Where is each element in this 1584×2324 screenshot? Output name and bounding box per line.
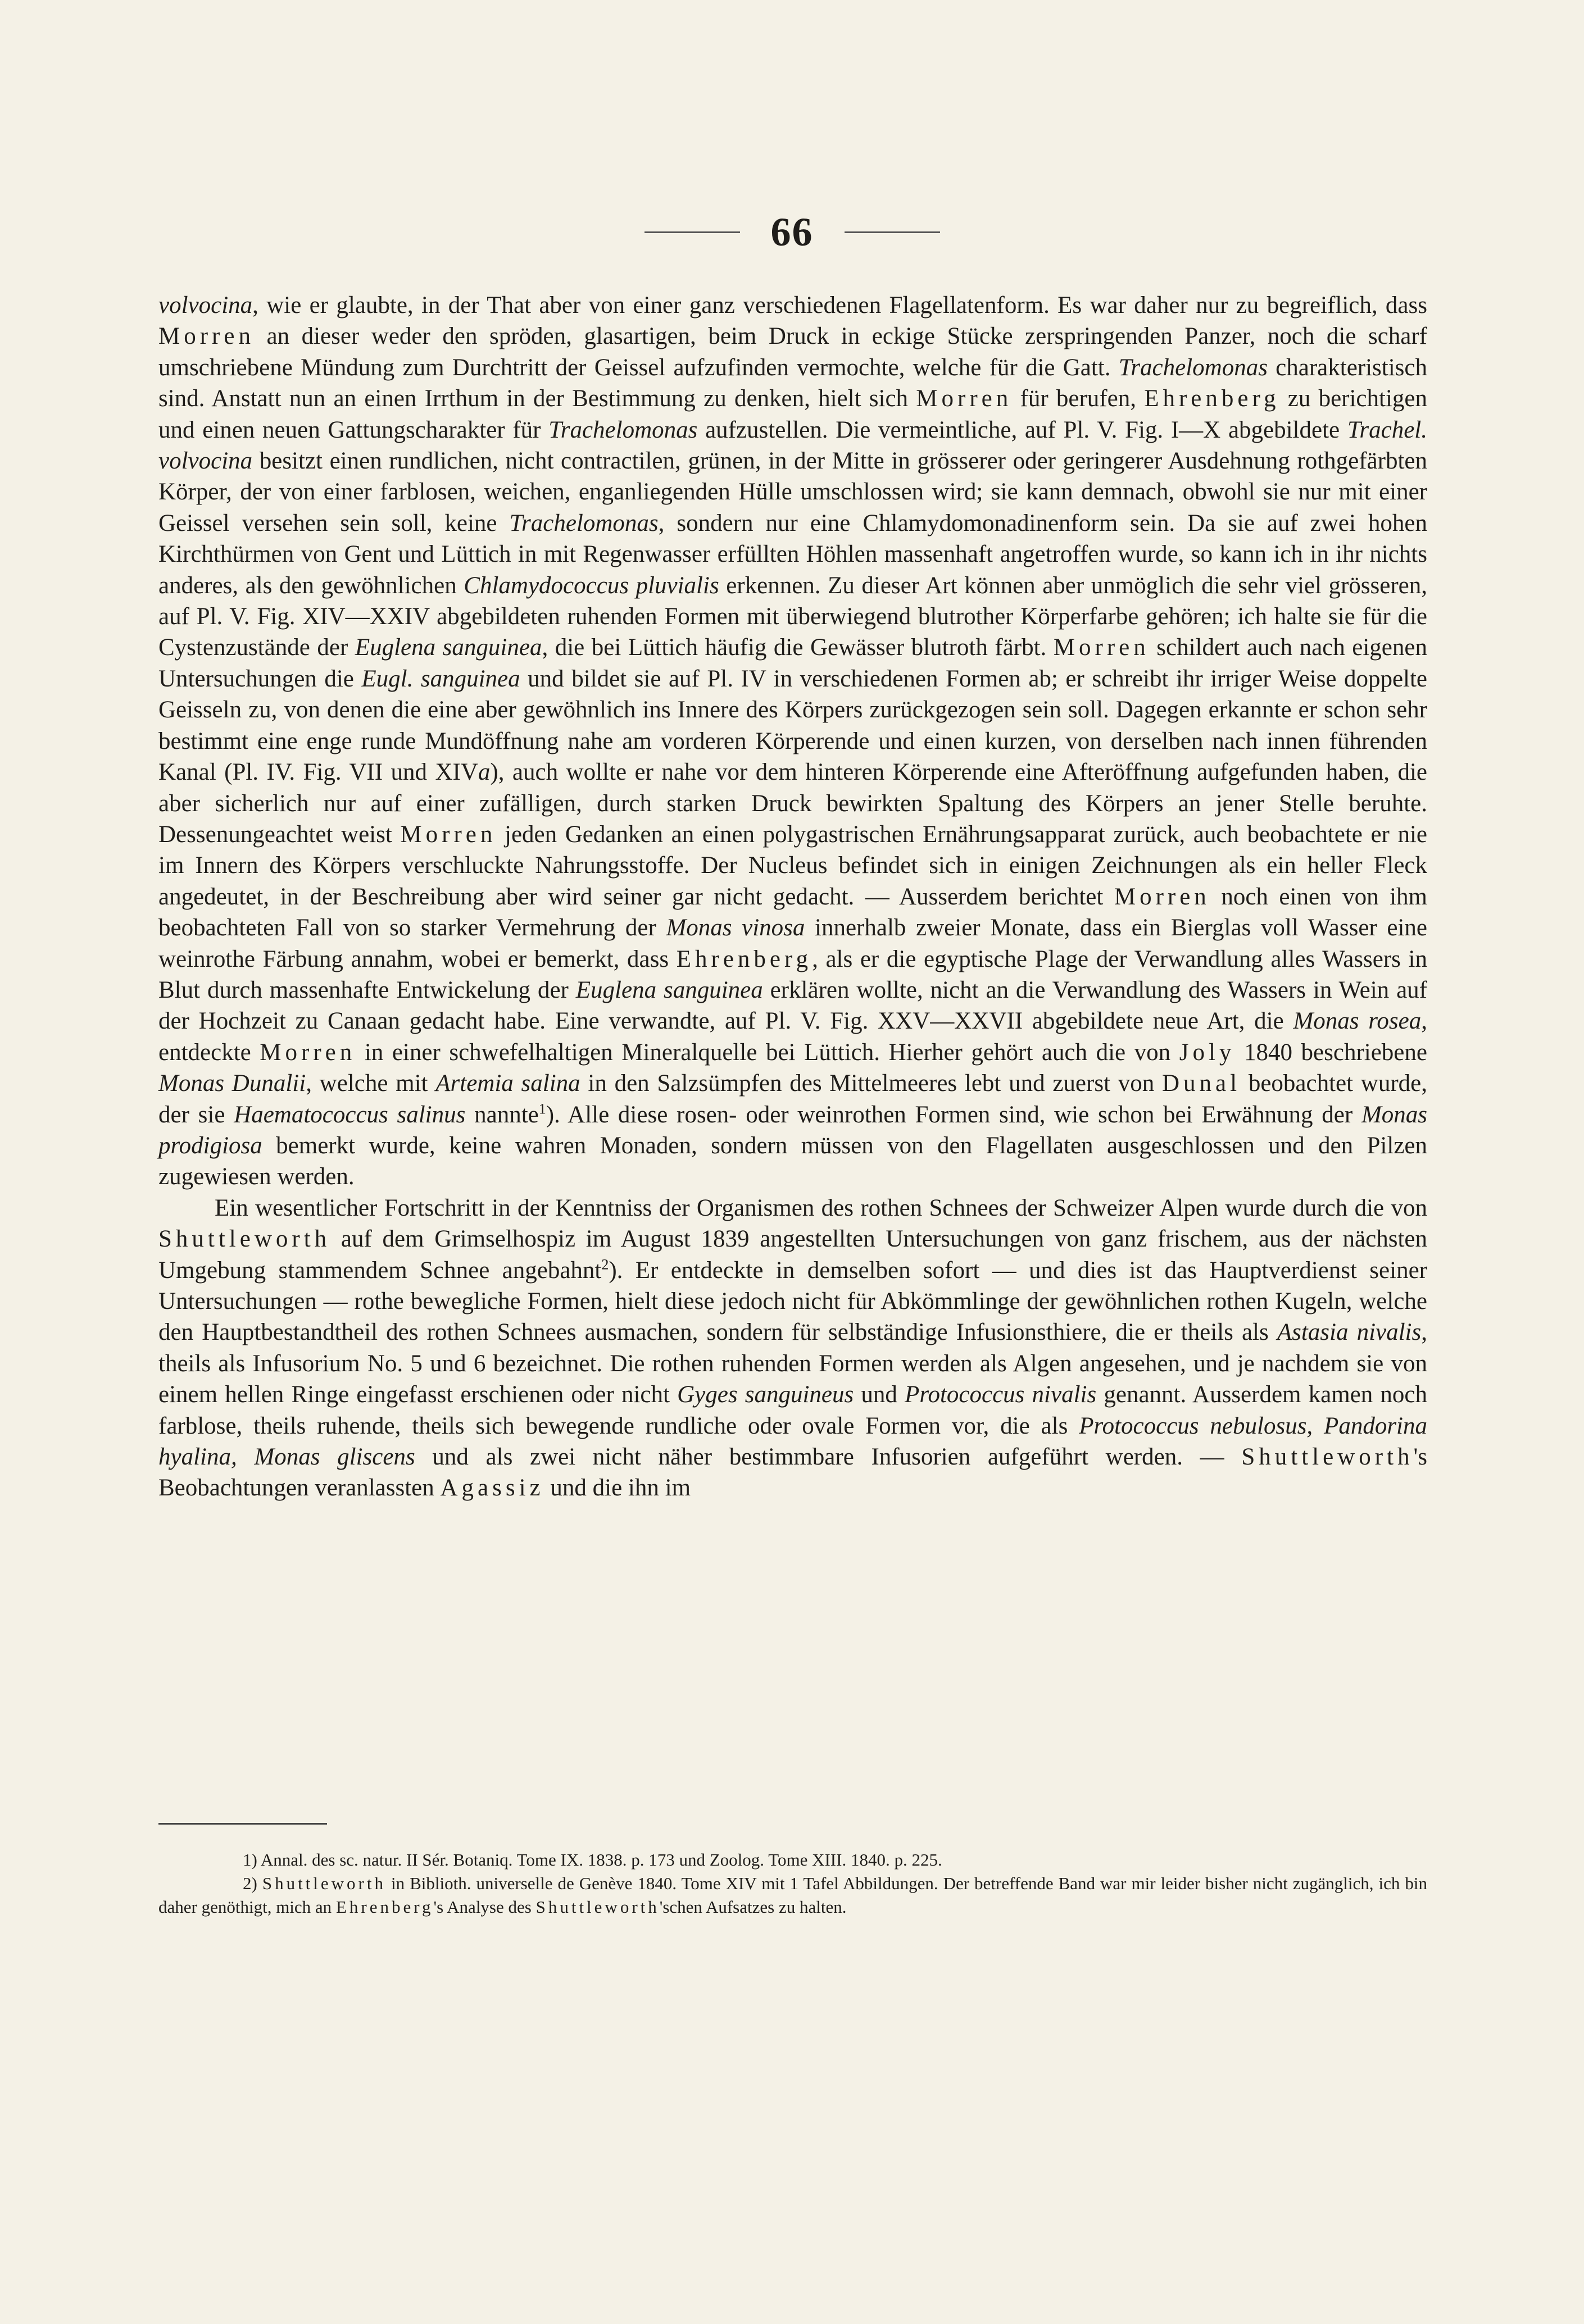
text-run: , als er die egyptische Plage der Verwandlung alles Wassers in Blut durch massenhafte Entwickelung der [158,945,1427,1003]
text-run: ). Alle diese rosen- oder weinrothen Formen sind, wie schon bei Erwähnung der [546,1101,1361,1128]
text-run: , sondern nur eine Chlamydomonadinenform sein. Da sie auf zwei hohen Kirchthürmen von Gent und Lüttich in mit Regenwasser erfüllten Höhlen massenhaft angetroffen wurde, so kann ich in ihr nichts anderes, als den gewöhnlichen [158,510,1427,599]
text-run: und als zwei nicht näher bestimmbare Infusorien aufgeführt werden. — [415,1444,1242,1471]
spaced-name-run: Shuttleworth [1241,1444,1414,1471]
italic-run: Trachelomonas [548,416,698,443]
text-run: erkennen. Zu dieser Art können aber unmöglich die sehr viel grösseren, auf Pl. V. Fig. XIV—XXIV abgebildeten ruhenden Formen mit überwiegend blutrother Körperfarbe gehören; ich halte sie für die Cystenzustände der [158,572,1427,661]
text-run: noch einen von ihm beobachteten Fall von so starker Vermehrung der [158,883,1427,942]
italic-run: Gyges sanguineus [677,1381,854,1408]
italic-run: Euglena sanguinea [575,976,763,1003]
text-run: 2) [243,1873,262,1893]
italic-run: a [478,759,491,786]
italic-run: Chlamydococcus pluvialis [464,572,719,599]
spaced-name-run: Shuttleworth [262,1873,386,1893]
italic-run: Monas prodigiosa [158,1101,1427,1159]
spaced-name-run: Joly [1179,1039,1236,1066]
text-run: 1) Annal. des sc. natur. II Sér. Botaniq. Tome IX. 1838. p. 173 und Zoolog. Tome XIII. 1840. p. 225. [243,1850,942,1870]
text-run: in einer schwefelhaltigen Mineralquelle bei Lüttich. Hierher gehört auch die von [356,1039,1179,1066]
text-run: , die bei Lüttich häufig die Gewässer blutroth färbt. [542,634,1054,661]
italic-run: Monas Dunalii [158,1070,306,1097]
italic-run: Trachelomonas [509,510,659,536]
main-text [158,290,1427,1504]
spaced-name-run: Morren [916,385,1013,412]
text-run: schildert auch nach eigenen Untersuchungen die [158,634,1427,692]
text-run: an dieser weder den spröden, glasartigen, beim Druck in eckige Stücke zerspringenden Panzer, noch die scharf umschriebene Mündung zum Durchtritt der Geissel aufzufinden vermochte, welche für die Gatt. [158,323,1427,381]
text-run: Ein wesentlicher Fortschritt in der Kenntniss der Organismen des rothen Schnees der Schweizer Alpen wurde durch die von [215,1194,1427,1221]
text-run: , entdeckte [158,1008,1428,1066]
spaced-name-run: Shuttleworth [535,1897,660,1917]
italic-run: Eugl. sanguinea [361,665,520,692]
footnote-2 [158,1872,1427,1919]
italic-run: Monas rosea [1293,1008,1422,1035]
text-run: genannt. Ausserdem kamen noch farblose, theils ruhende, theils sich bewegende rundliche oder ovale Formen vor, die als [158,1381,1427,1439]
text-run: und die ihn im [544,1475,691,1502]
italic-run: Trachelomonas [1118,354,1268,381]
spaced-name-run: Shuttleworth [158,1226,331,1253]
text-run: , welche mit [306,1070,436,1097]
text-run: in Biblioth. universelle de Genève 1840. Tome XIV mit 1 Tafel Abbildungen. Der betreffende Band war mir leider bisher nicht zugänglich, ich bin daher genöthigt, mich an [158,1873,1427,1917]
text-run: und bildet sie auf Pl. IV in verschiedenen Formen ab; er schreibt ihr irriger Weise doppelte Geisseln zu, von denen die eine aber gewöhnlich ins Innere des Körpers zurückgezogen sein soll. Dagegen erkannte er schon sehr bestimmt eine enge runde Mundöffnung nahe am vorderen Körperende und einen kurzen, von derselben nach innen führenden Kanal (Pl. IV. Fig. VII und XIV [158,665,1428,786]
spaced-name-run: Agassiz [440,1475,544,1502]
italic-run: Protococcus nivalis [905,1381,1097,1408]
text-run: aufzustellen. Die vermeintliche, auf Pl. V. Fig. I—X abgebildete [697,416,1347,443]
spaced-name-run: Morren [260,1039,356,1066]
spaced-name-run: Morren [1114,883,1210,910]
text-run: jeden Gedanken an einen polygastrischen Ernährungsapparat zurück, auch beobachtete er nie im Innern des Körpers verschluckte Nahrungsstoffe. Der Nucleus befindet sich in einigen Zeichnungen als ein heller Fleck angedeutet, in der Beschreibung aber wird seiner gar nicht gedacht. — Ausserdem berichtet [158,821,1427,910]
spaced-name-run: Morren [400,821,497,848]
spaced-name-run: Ehrenberg [1144,385,1280,412]
page-number: 66 [770,210,814,254]
text-run: innerhalb zweier Monate, dass ein Bierglas voll Wasser eine weinrothe Färbung annahm, wobei er bemerkt, dass [158,915,1427,972]
text-run: 'schen Aufsatzes zu halten. [659,1897,847,1917]
text-run: ). Er entdeckte in demselben sofort — und dies ist das Hauptverdienst seiner Untersuchungen — rothe bewegliche Formen, hielt diese jedoch nicht für Abkömmlinge der gewöhnlichen rothen Kugeln, welche den Hauptbestandtheil des rothen Schnees ausmachen, sondern für selbständige Infusionsthiere, die er theils als [158,1257,1427,1346]
spaced-name-run: Dunal [1161,1070,1241,1097]
italic-run: Euglena sanguinea [355,634,542,661]
spaced-name-run: Morren [1053,634,1150,661]
spaced-name-run: Ehrenberg [335,1897,434,1917]
text-run: in den Salzsümpfen des Mittelmeeres lebt und zuerst von [580,1070,1162,1097]
italic-run: volvocina [158,292,253,319]
text-run: , theils als Infusorium No. 5 und 6 bezeichnet. Die rothen ruhenden Formen werden als Algen angesehen, und je nachdem sie von einem hellen Ringe eingefasst erschienen oder nicht [158,1319,1427,1408]
footnote-1 [158,1848,1427,1872]
italic-run: Astasia nivalis [1277,1319,1422,1346]
paragraph-2 [158,1193,1427,1504]
text-run: und [854,1381,905,1408]
header-rule-right [845,231,940,233]
page-header [0,209,1584,256]
footnotes [158,1848,1427,1919]
italic-run: Monas vinosa [666,915,805,942]
italic-run: Trachel. volvocina [158,416,1427,475]
footnote-separator [158,1823,327,1825]
text-run: 's Analyse des [433,1897,536,1917]
text-run: besitzt einen rundlichen, nicht contractilen, grünen, in der Mitte in grösserer oder geringerer Ausdehnung rothgefärbten Körper, der von einer farblosen, weichen, enganliegenden Hülle umschlossen wird; sie kann demnach, obwohl sie nur mit einer Geissel versehen sein soll, keine [158,448,1427,536]
spaced-name-run: Ehrenberg [676,945,813,972]
text-run: erklären wollte, nicht an die Verwandlung des Wassers in Wein auf der Hochzeit zu Canaan gedacht habe. Eine verwandte, auf Pl. V. Fig. XXV—XXVII abgebildete neue Art, die [158,976,1427,1035]
footnote-ref: 1 [538,1100,546,1117]
italic-run: Protococcus nebulosus, Pandorina hyalina, Monas gliscens [158,1412,1427,1471]
text-run: auf dem Grimselhospiz im August 1839 angestellten Untersuchungen von ganz frischem, aus der nächsten Umgebung stammendem Schnee angebahnt [158,1226,1427,1284]
text-run: ), auch wollte er nahe vor dem hinteren Körperende eine Afteröffnung aufgefunden haben, die aber sicherlich nur auf einer zufälligen, durch starken Druck bewirkten Spaltung des Körpers an jener Stelle beruhte. Dessenungeachtet weist [158,759,1427,848]
text-run: , wie er glaubte, in der That aber von einer ganz verschiedenen Flagellatenform. Es war daher nur zu begreiflich, dass [252,292,1427,319]
spaced-name-run: Morren [158,323,255,350]
text-run: zu berichtigen und einen neuen Gattungscharakter für [158,385,1427,443]
paragraph-1 [158,290,1427,1193]
italic-run: Artemia salina [435,1070,580,1097]
text-run: charakteristisch sind. Anstatt nun an einen Irrthum in der Bestimmung zu denken, hielt sich [158,354,1427,412]
text-run: für berufen, [1012,385,1145,412]
text-run: nannte [465,1101,539,1128]
header-rule-left [645,231,740,233]
text-run: beobachtet wurde, der sie [158,1070,1427,1128]
text-run: 1840 beschriebene [1235,1039,1427,1066]
italic-run: Haematococcus salinus [234,1101,466,1128]
text-run: 's Beobachtungen veranlassten [158,1444,1427,1502]
footnote-ref: 2 [601,1256,609,1273]
text-run: bemerkt wurde, keine wahren Monaden, sondern müssen von den Flagellaten ausgeschlossen und den Pilzen zugewiesen werden. [158,1132,1427,1190]
